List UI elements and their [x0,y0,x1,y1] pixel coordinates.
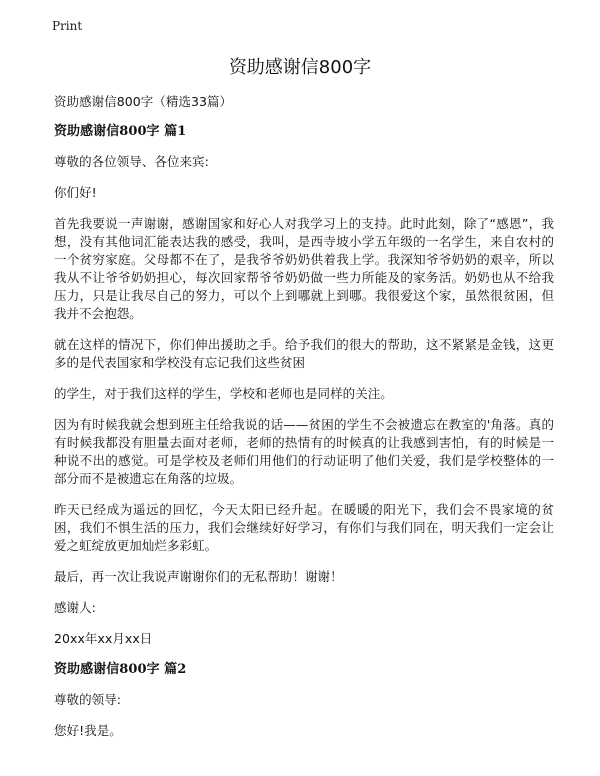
body-paragraph-4: 因为有时候我就会想到班主任给我说的话——贫困的学生不会被遗忘在教室的'角落。真的有时候我都没有胆量去面对老师，老师的热情有的时候真的让我感到害怕，有的时候是一种说不出的感觉。可是学校及老师们用他们的行动证明了他们关爱，我们是学校整体的一部分而不是被遗忘在角落的垃圾。 [54,417,554,486]
body-paragraph-3: 的学生，对于我们这样的学生，学校和老师也是同样的关注。 [54,386,393,401]
section-heading-2: 资助感谢信800字 篇2 [54,662,187,677]
body-paragraph-2: 就在这样的情况下，你们伸出援助之手。给予我们的很大的帮助，这不紧紧是金钱，这更多的是代表国家和学校没有忘记我们这些贫困 [54,337,554,370]
salutation: 尊敬的各位领导、各位来宾: [54,154,209,169]
salutation-2: 尊敬的领导: [54,692,122,707]
body-paragraph-5: 昨天已经成为遥远的回忆，今天太阳已经升起。在暖暖的阳光下，我们会不畏家境的贫困，我们不惧生活的压力，我们会继续好好学习，有你们与我们同在，明天我们一定会让爱之虹绽放更加灿烂多彩虹。 [54,502,554,553]
greeting: 你们好! [54,185,97,200]
page-title: 资助感谢信800字 [228,57,372,78]
document-subtitle: 资助感谢信800字（精选33篇） [54,94,233,109]
greeting-2: 您好!我是。 [54,723,122,738]
closing-line: 最后，再一次让我说声谢谢你们的无私帮助！谢谢！ [54,569,343,584]
date-line: 20xx年xx月xx日 [54,631,153,646]
section-heading-1: 资助感谢信800字 篇1 [54,124,187,139]
document-body [54,93,554,753]
signature-label: 感谢人: [54,600,96,615]
body-paragraph-1: 首先我要说一声谢谢，感谢国家和好心人对我学习上的支持。此时此刻，除了“感恩”，我想，没有其他词汇能表达我的感受，我叫，是西寺坡小学五年级的一名学生，来自农村的一个贫穷家庭。父母都不在了，是我爷爷奶奶供着我上学。我深知爷爷奶奶的艰辛，所以我从不让爷爷奶奶担心，每次回家帮爷爷奶奶做一些力所能及的家务活。奶奶也从不给我压力，只是让我尽自己的努力，可以个上到哪就上到哪。我很爱这个家，虽然很贫困，但我并不会抱怨。 [54,216,554,321]
print-link[interactable]: Print [52,19,83,33]
